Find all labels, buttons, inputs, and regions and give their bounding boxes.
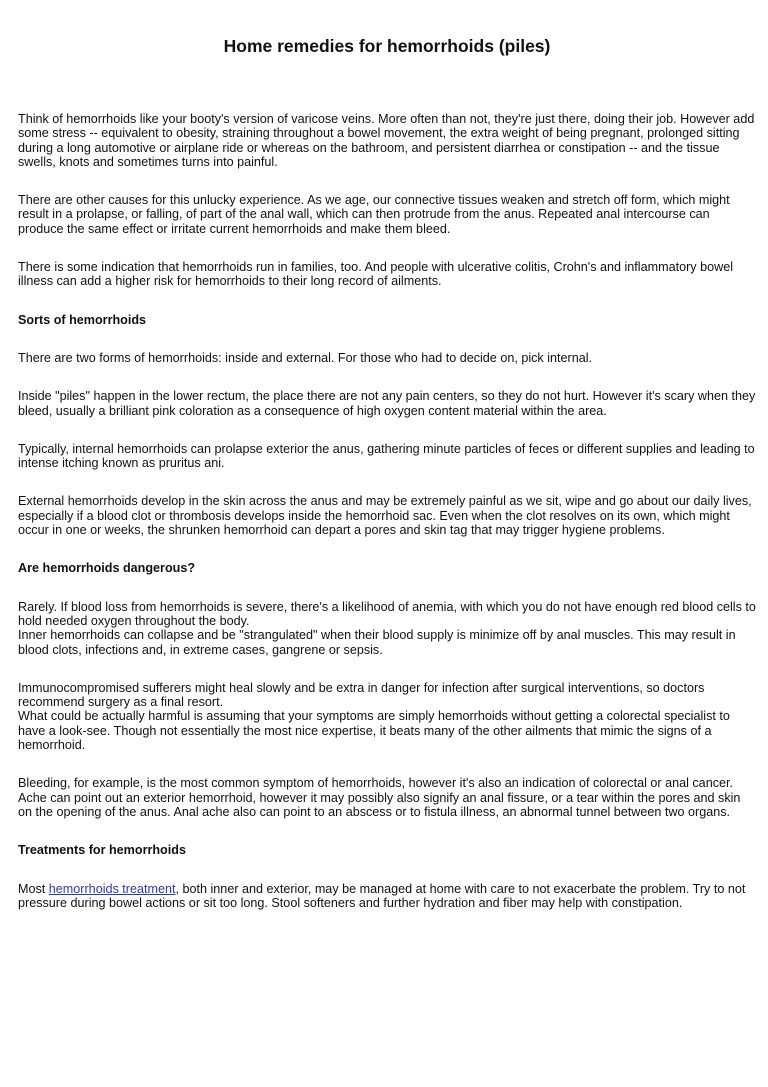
paragraph-intro: Think of hemorrhoids like your booty's version of varicose veins. More often than not, they're just there, doing their job. However add some stress -- equivalent to obesity, straining throughout a bowel movement, the extra weight of being pregnant, prolonged sitting during a long automotive or airplane ride or whereas on the bathroom, and persistent diarrhea or constipation -- and the tissue swells, knots and sometimes turns into painful. [18, 112, 755, 169]
paragraph-immuno-line-2: What could be actually harmful is assuming that your symptoms are simply hemorrhoids without getting a colorectal specialist to have a look-see. Though not essentially the most nice expertise, it beats many of the other ailments that mimic the signs of a hemorrhoid. [18, 709, 730, 753]
paragraph-causes: There are other causes for this unlucky experience. As we age, our connective tissues weaken and stretch off form, which might result in a prolapse, or falling, of part of the anal wall, which can then protrude from the anus. Repeated anal intercourse can produce the same effect or irritate current hemorrhoids and make them bleed. [18, 193, 730, 236]
paragraph-prolapse: Typically, internal hemorrhoids can prolapse exterior the anus, gathering minute particles of feces or different supplies and leading to intense itching known as pruritus ani. [18, 441, 755, 471]
paragraph-inside-piles: Inside "piles" happen in the lower rectum, the place there are not any pain centers, so they do not hurt. However it's scary when they bleed, usually a brilliant pink coloration as a consequence of high oxygen content material within the area. [18, 389, 756, 418]
paragraph-external: External hemorrhoids develop in the skin across the anus and may be extremely painful as we sit, wipe and go about our daily lives, especially if a blood clot or thrombosis develops inside the hemorrhoid sac. Even when the clot resolves on its own, which might occur in one or weeks, the shrunken hemorrhoid can depart a pores and skin tag that may trigger hygiene problems. [18, 494, 752, 538]
paragraph-bleeding: Bleeding, for example, is the most common symptom of hemorrhoids, however it's also an indication of colorectal or anal cancer. Ache can point out an exterior hemorrhoid, however it may possibly also signify an anal fissure, or a tear within the pores and skin on the opening of the anus. Anal ache also can point to an abscess or to fistula illness, an abnormal tunnel between two organs. [18, 776, 741, 819]
paragraph-rarely-line-1: Rarely. If blood loss from hemorrhoids is severe, there's a likelihood of anemia, with which you do not have enough red blood cells to hold needed oxygen throughout the body. [18, 599, 756, 628]
paragraph-families: There is some indication that hemorrhoids run in families, too. And people with ulcerative colitis, Crohn's and inflammatory bowel illness can add a higher risk for hemorrhoids to their long record of ailments. [18, 260, 733, 289]
document-title: Home remedies for hemorrhoids (piles) [223, 36, 551, 56]
paragraph-rarely-line-2: Inner hemorrhoids can collapse and be "strangulated" when their blood supply is minimize off by anal muscles. This may result in blood clots, infections and, in extreme cases, gangrene or sepsis. [18, 628, 736, 657]
heading-treatments: Treatments for hemorrhoids [18, 843, 186, 858]
document-page [18, 36, 756, 934]
treatment-text-pre: Most [18, 881, 49, 896]
hemorrhoids-treatment-link[interactable]: hemorrhoids treatment [48, 881, 176, 896]
paragraph-two-forms: There are two forms of hemorrhoids: inside and external. For those who had to decide on, pick internal. [18, 350, 593, 365]
heading-dangerous: Are hemorrhoids dangerous? [18, 561, 196, 576]
paragraph-treatment [18, 882, 756, 911]
paragraph-immunocompromised [18, 681, 756, 752]
treatment-text-post: , both inner and exterior, may be managed at home with care to not exacerbate the problem. Try to not pressure during bowel actions or sit too long. Stool softeners and further hydration and fiber may help with constipation. [18, 881, 746, 910]
paragraph-rarely [18, 600, 756, 657]
paragraph-immuno-line-1: Immunocompromised sufferers might heal slowly and be extra in danger for infection after surgical interventions, so doctors recommend surgery as a final resort. [18, 680, 705, 710]
heading-sorts: Sorts of hemorrhoids [18, 312, 147, 327]
